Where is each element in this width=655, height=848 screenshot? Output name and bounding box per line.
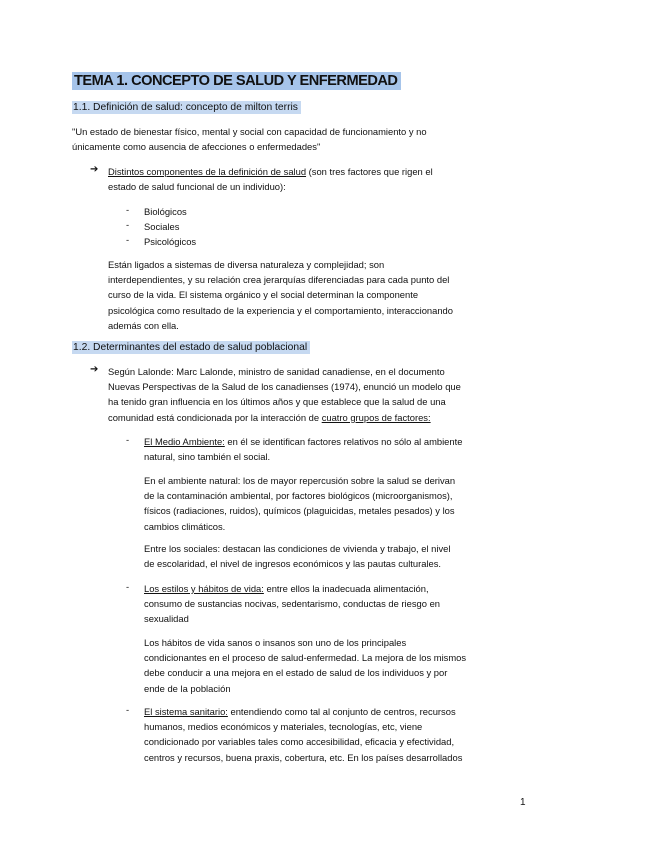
factor-text: en él se identifican factores relativos no sólo al ambiente bbox=[224, 436, 463, 447]
dash-bullet: - bbox=[126, 704, 130, 715]
dash-bullet: - bbox=[126, 434, 130, 445]
dash-bullet: - bbox=[126, 581, 130, 592]
dash-bullet: - bbox=[126, 219, 130, 230]
intro-line: comunidad está condicionada por la interacción de bbox=[108, 411, 322, 423]
factor-text: centros y recursos, buena praxis, cobertura, etc. En los países desarrollados bbox=[144, 751, 463, 763]
paragraph-line: Están ligados a sistemas de diversa naturaleza y complejidad; son bbox=[108, 259, 385, 270]
quote-paragraph bbox=[72, 124, 427, 154]
factor-text: entendiendo como tal al conjunto de centros, recursos bbox=[227, 706, 456, 717]
factor-text: humanos, medios económicos y materiales, tecnologías, etc, viene bbox=[144, 721, 423, 733]
intro-line: Nuevas Perspectivas de la Salud de los canadienses (1974), enunció un modelo que bbox=[108, 381, 461, 393]
arrow-bullet-icon: ➔ bbox=[90, 364, 99, 375]
factor-title: El sistema sanitario: bbox=[144, 706, 228, 717]
factor-medio-ambiente bbox=[144, 434, 462, 464]
dash-bullet: - bbox=[126, 234, 130, 245]
components-bullet bbox=[108, 164, 433, 194]
intro-line: Según Lalonde: Marc Lalonde, ministro de sanidad canadiense, en el documento bbox=[108, 366, 445, 377]
factor-title: El Medio Ambiente: bbox=[144, 436, 225, 447]
quote-line: únicamente como ausencia de afecciones o enfermedades" bbox=[72, 141, 321, 153]
factor-text: condicionado por variables tales como accesibilidad, eficacia y efectividad, bbox=[144, 736, 455, 748]
factor-text: natural, sino también el social. bbox=[144, 451, 271, 463]
dash-bullet: - bbox=[126, 204, 130, 215]
paragraph-line: Los hábitos de vida sanos o insanos son uno de los principales bbox=[144, 637, 407, 648]
paragraph-line: En el ambiente natural: los de mayor repercusión sobre la salud se derivan bbox=[144, 475, 456, 486]
components-bullet-text: (son tres factores que rigen el bbox=[306, 166, 433, 177]
components-bullet-line2: estado de salud funcional de un individuo): bbox=[108, 181, 286, 193]
paragraph-line: de escolaridad, el nivel de ingresos económicos y las pautas culturales. bbox=[144, 558, 442, 570]
paragraph-line: interdependientes, y su relación crea jerarquías diferenciadas para cada punto del bbox=[108, 274, 450, 286]
arrow-bullet-icon: ➔ bbox=[90, 164, 99, 175]
page-title: TEMA 1. CONCEPTO DE SALUD Y ENFERMEDAD bbox=[72, 72, 401, 90]
factor-text: consumo de sustancias nocivas, sedentarismo, conductas de riesgo en bbox=[144, 598, 440, 610]
paragraph-line: curso de la vida. El sistema orgánico y el social determinan la componente bbox=[108, 289, 419, 301]
section-heading-1-1: 1.1. Definición de salud: concepto de milton terris bbox=[72, 101, 301, 114]
four-factors-label: cuatro grupos de factores: bbox=[321, 411, 431, 423]
intro-line: ha tenido gran influencia en los últimos años y que establece que la salud de una bbox=[108, 396, 446, 408]
component-item: Biológicos bbox=[144, 206, 187, 217]
factor-title: Los estilos y hábitos de vida: bbox=[144, 583, 264, 594]
sociales-paragraph bbox=[144, 541, 450, 571]
quote-line: "Un estado de bienestar físico, mental y social con capacidad de funcionamiento y no bbox=[72, 126, 427, 137]
section-heading-1-2: 1.2. Determinantes del estado de salud poblacional bbox=[72, 341, 310, 354]
paragraph-line: Entre los sociales: destacan las condiciones de vivienda y trabajo, el nivel bbox=[144, 543, 451, 554]
component-item: Sociales bbox=[144, 221, 180, 232]
paragraph-line: además con ella. bbox=[108, 319, 179, 331]
factor-sistema-sanitario bbox=[144, 704, 462, 765]
factor-estilos-de-vida bbox=[144, 581, 440, 627]
page-number: 1 bbox=[520, 797, 526, 808]
paragraph-line: de la contaminación ambiental, por factores biológicos (microorganismos), bbox=[144, 490, 453, 502]
paragraph-line: ende de la población bbox=[144, 682, 231, 694]
lalonde-intro bbox=[108, 364, 461, 425]
paragraph-line: condicionantes en el proceso de salud-enfermedad. La mejora de los mismos bbox=[144, 652, 467, 664]
habitos-paragraph bbox=[144, 635, 466, 696]
paragraph-line: psicológica como resultado de la experiencia y el comportamiento, interaccionando bbox=[108, 304, 453, 316]
ambiente-natural-paragraph bbox=[144, 473, 455, 534]
component-item: Psicológicos bbox=[144, 236, 197, 247]
factor-text: sexualidad bbox=[144, 613, 189, 625]
components-paragraph bbox=[108, 257, 453, 333]
paragraph-line: cambios climáticos. bbox=[144, 520, 226, 532]
factor-text: entre ellos la inadecuada alimentación, bbox=[263, 583, 429, 594]
paragraph-line: debe conducir a una mejora en el estado de salud de los individuos y por bbox=[144, 667, 448, 679]
paragraph-line: físicos (radiaciones, ruidos), químicos (plaguicidas, metales pesados) y los bbox=[144, 505, 455, 517]
components-bullet-title: Distintos componentes de la definición de salud bbox=[108, 166, 307, 177]
